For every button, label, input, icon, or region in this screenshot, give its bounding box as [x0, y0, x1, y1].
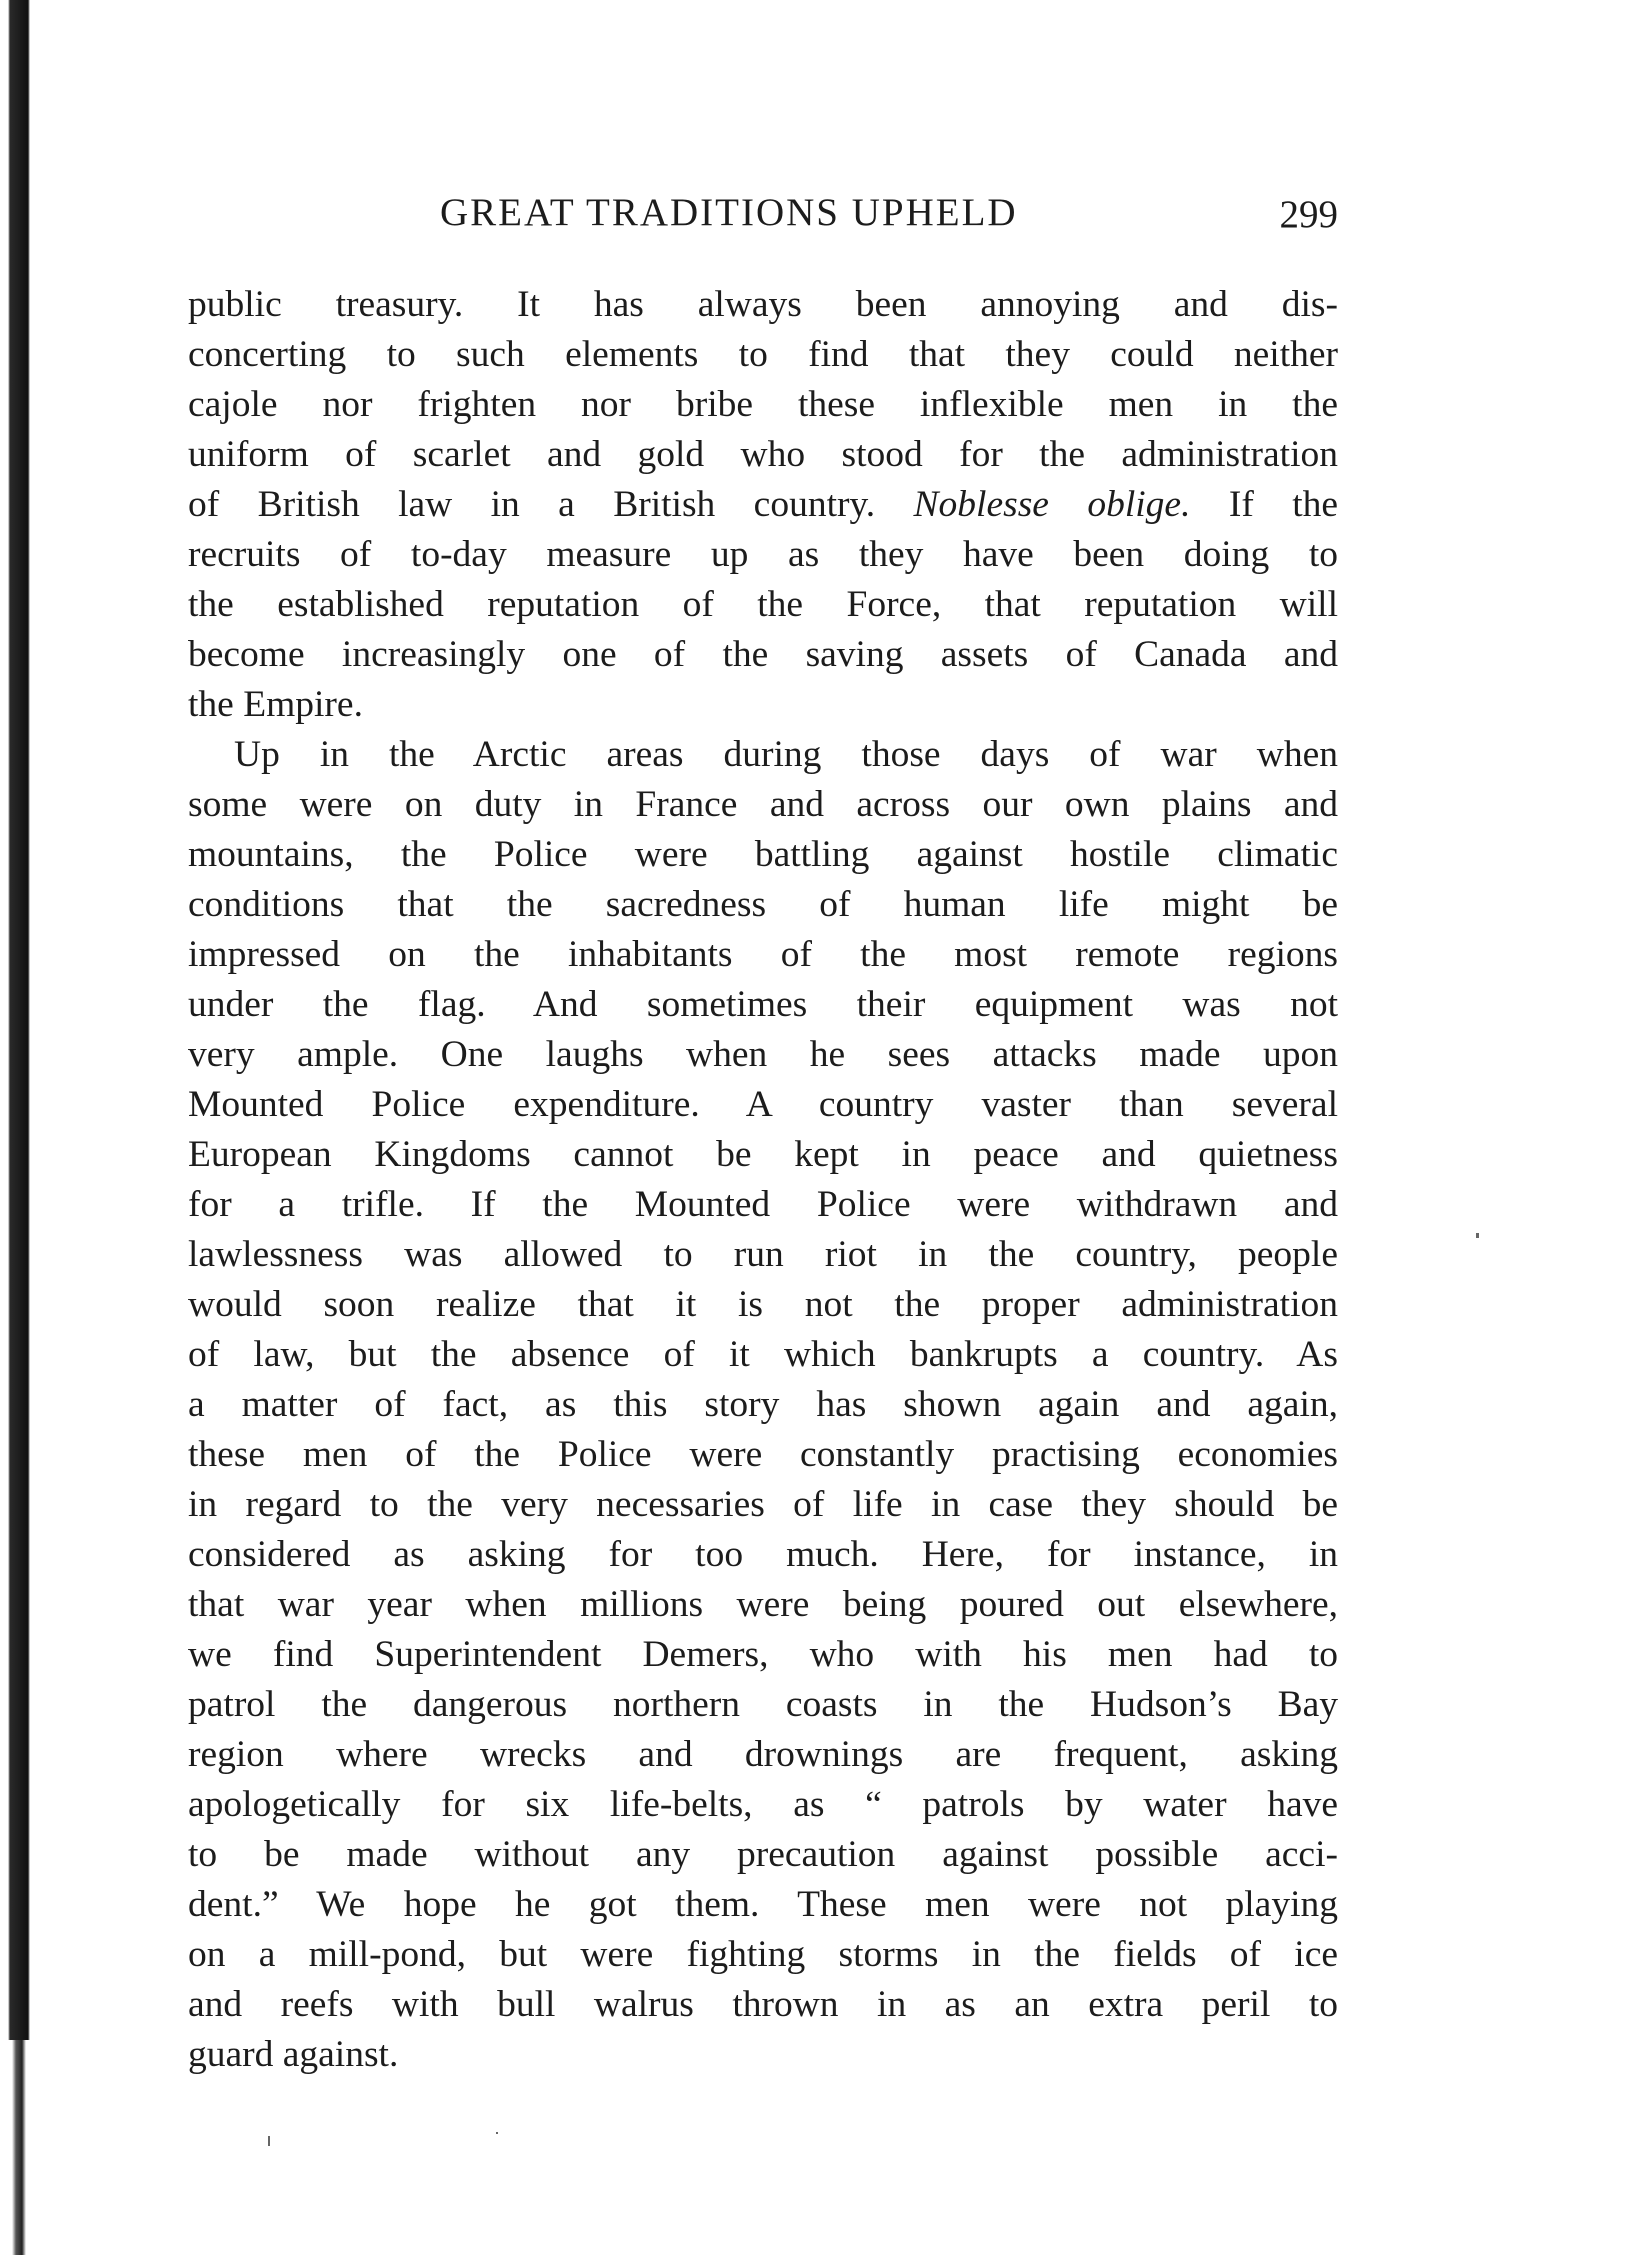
text-line: of law, but the absence of it which bankrupts a country. As: [188, 1334, 1338, 1375]
text-line: under the flag. And sometimes their equipment was not: [188, 984, 1338, 1025]
text-line: region where wrecks and drownings are frequent, asking: [188, 1734, 1338, 1775]
italic-phrase: Noblesse oblige.: [913, 484, 1191, 525]
text-line: dent.” We hope he got them. These men were not playing: [188, 1884, 1338, 1925]
text-line: very ample. One laughs when he sees attacks made upon: [188, 1034, 1338, 1075]
paragraph-first-line: Up in the Arctic areas during those days of war when: [234, 734, 1338, 775]
text-line: uniform of scarlet and gold who stood for the administration: [188, 434, 1338, 475]
text-line: public treasury. It has always been annoying and dis-: [188, 284, 1338, 325]
text-line: on a mill-pond, but were fighting storms in the fields of ice: [188, 1934, 1338, 1975]
text-line: and reefs with bull walrus thrown in as an extra peril to: [188, 1984, 1338, 2025]
text-line: considered as asking for too much. Here, for instance, in: [188, 1534, 1338, 1575]
text-line: patrol the dangerous northern coasts in the Hudson’s Bay: [188, 1684, 1338, 1725]
page-binding-edge: [0, 0, 30, 2255]
text-line: European Kingdoms cannot be kept in peace and quietness: [188, 1134, 1338, 1175]
paper-speck: [496, 2132, 498, 2134]
text-line: become increasingly one of the saving assets of Canada and: [188, 634, 1338, 675]
text-line: would soon realize that it is not the proper administration: [188, 1284, 1338, 1325]
text-line: these men of the Police were constantly practising economies: [188, 1434, 1338, 1475]
text-line: cajole nor frighten nor bribe these inflexible men in the: [188, 384, 1338, 425]
text-line: conditions that the sacredness of human life might be: [188, 884, 1338, 925]
text-line: some were on duty in France and across our own plains and: [188, 784, 1338, 825]
text-line: mountains, the Police were battling against hostile climatic: [188, 834, 1338, 875]
text-line: we find Superintendent Demers, who with his men had to: [188, 1634, 1338, 1675]
text-line: the established reputation of the Force, that reputation will: [188, 584, 1338, 625]
page-binding-edge-lower: [0, 2040, 40, 2255]
paragraph-last-line: the Empire.: [188, 684, 363, 725]
text-line: of British law in a British country. Noblesse oblige. If the: [188, 484, 1339, 525]
text-line: Mounted Police expenditure. A country vaster than several: [188, 1084, 1338, 1125]
text-line: that war year when millions were being poured out elsewhere,: [188, 1584, 1338, 1625]
page-header: [188, 190, 1338, 250]
text-line: a matter of fact, as this story has shown again and again,: [188, 1384, 1338, 1425]
running-title: GREAT TRADITIONS UPHELD: [440, 191, 1018, 234]
paper-speck: [1476, 1233, 1479, 1238]
paper-speck: [268, 2136, 270, 2146]
paragraph-last-line: guard against.: [188, 2034, 399, 2075]
body-text: [188, 280, 1338, 2080]
text-line: for a trifle. If the Mounted Police were withdrawn and: [188, 1184, 1338, 1225]
text-line: lawlessness was allowed to run riot in the country, people: [188, 1234, 1338, 1275]
text-line: to be made without any precaution against possible acci-: [188, 1834, 1338, 1875]
text-line: apologetically for six life-belts, as “ patrols by water have: [188, 1784, 1338, 1825]
text-line: in regard to the very necessaries of life in case they should be: [188, 1484, 1338, 1525]
text-line: concerting to such elements to find that they could neither: [188, 334, 1338, 375]
text-line: impressed on the inhabitants of the most remote regions: [188, 934, 1338, 975]
page-number: 299: [1279, 193, 1338, 236]
text-line: recruits of to-day measure up as they have been doing to: [188, 534, 1338, 575]
